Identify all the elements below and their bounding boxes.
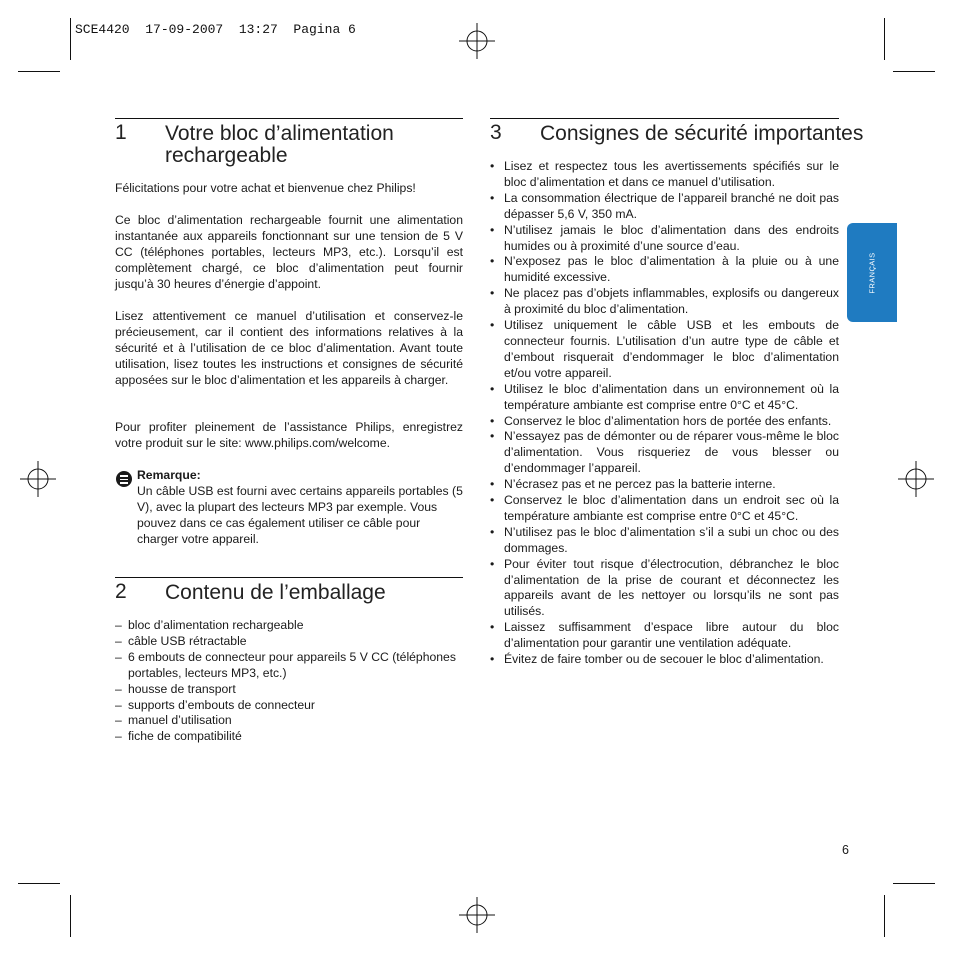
section2-rule [115,577,463,578]
page-number: 6 [842,843,849,857]
list-item: • Ne placez pas d’objets inflammables, explosifs ou dangereux à proximité du bloc d’alimentation. [490,286,839,317]
list-item: • La consommation électrique de l’appareil branché ne doit pas dépasser 5,6 V, 350 mA. [490,190,839,221]
section2-number: 2 [115,580,127,603]
language-tab-label: FRANÇAIS [867,252,877,294]
list-item: • Conservez le bloc d’alimentation hors de portée des enfants. [490,413,832,428]
list-item: – câble USB rétractable [115,633,247,648]
section3-rule [490,118,839,119]
section3-number: 3 [490,121,502,144]
section3-title: Consignes de sécurité importantes [540,122,864,145]
note-title: Remarque: [137,468,201,482]
list-item: • Conservez le bloc d’alimentation dans un endroit sec où la température ambiante est comprise entre 0°C et 45°C. [490,493,839,523]
registration-mark-top [459,23,495,59]
list-item: • Lisez et respectez tous les avertissements spécifiés sur le bloc d’alimentation et dans ce manuel d’utilisation. [490,159,839,189]
note-body: Un câble USB est fourni avec certains appareils portables (5 V), avec la plupart des lecteurs MP3 par exemple. Vous pouvez dans ce cas également utiliser ce câble pour charger votre appareil. [137,484,463,546]
list-item: • Évitez de faire tomber ou de secouer le bloc d’alimentation. [490,652,824,667]
section1-title [165,123,394,167]
list-item: • N’utilisez jamais le bloc d’alimentation dans des endroits humides ou à proximité d’une source d’eau. [490,222,839,253]
list-item: • N’écrasez pas et ne percez pas la batterie interne. [490,477,776,492]
registration-mark-right [898,461,934,497]
registration-mark-left [20,461,56,497]
section1-title-line1: Votre bloc d’alimentation [165,122,394,145]
list-item: • Utilisez uniquement le câble USB et les embouts de connecteur fournis. L’utilisation d’un autre type de câble et d’embout risquerait d’endommager le bloc d’alimentation et/ou votre appareil. [490,318,839,380]
section1-paragraph-4: Pour profiter pleinement de l’assistance Philips, enregistrez votre produit sur le site: www.philips.com/welcome. [115,420,463,450]
language-tab [847,223,897,322]
list-item: • Laissez suffisamment d’espace libre autour du bloc d’alimentation pour garantir une ventilation adéquate. [490,620,839,651]
section1-paragraph-1: Félicitations pour votre achat et bienvenue chez Philips! [115,181,416,195]
registration-mark-bottom [459,897,495,933]
list-item: • Utilisez le bloc d’alimentation dans un environnement où la température ambiante est comprise entre 0°C et 45°C. [490,381,839,412]
list-item: – bloc d’alimentation rechargeable [115,618,304,632]
note-icon [116,471,132,487]
list-item: – manuel d’utilisation [115,713,232,728]
safety-instructions-list [490,159,839,668]
section1-number: 1 [115,121,127,144]
list-item: – 6 embouts de connecteur pour appareils 5 V CC (téléphones portables, lecteurs MP3, etc.) [115,649,456,680]
section2-title: Contenu de l’emballage [165,581,386,604]
list-item: • Pour éviter tout risque d’électrocution, débranchez le bloc d’alimentation de la prise de courant et déconnectez les appareils avant de les nettoyer ou lorsqu’ils ne sont pas utilisés. [490,556,839,619]
list-item: • N’essayez pas de démonter ou de réparer vous-même le bloc d’alimentation. Vous risqueriez de vous blesser ou d’endommager l’appareil. [490,429,839,476]
list-item: • N’exposez pas le bloc d’alimentation à la pluie ou à une humidité excessive. [490,254,839,285]
package-contents-list [115,618,463,745]
printer-slug: SCE4420 17-09-2007 13:27 Pagina 6 [75,22,356,37]
list-item: – supports d’embouts de connecteur [115,697,315,712]
section1-paragraph-3: Lisez attentivement ce manuel d’utilisation et conservez-le précieusement, car il contient des informations relatives à la sécurité et à l’utilisation de ce bloc d’alimentation. Avant toute utilisation, lisez toutes les instructions et consignes de sécurité apposées sur le bloc d’alimentation et les appareils à charger. [115,309,463,387]
list-item: – housse de transport [115,681,236,696]
section1-rule [115,118,463,119]
section1-title-line2: rechargeable [165,144,288,167]
section1-paragraph-2: Ce bloc d’alimentation rechargeable fournit une alimentation instantanée aux appareils fonctionnant sur une tension de 5 V CC (téléphones portables, lecteurs MP3, etc.). Lorsqu’il est complètement chargé, ce bloc d’alimentation peut fournir jusqu’à 30 heures d’énergie d’appoint. [115,213,463,291]
list-item: • N’utilisez pas le bloc d’alimentation s’il a subi un choc ou des dommages. [490,524,839,555]
list-item: – fiche de compatibilité [115,729,242,744]
